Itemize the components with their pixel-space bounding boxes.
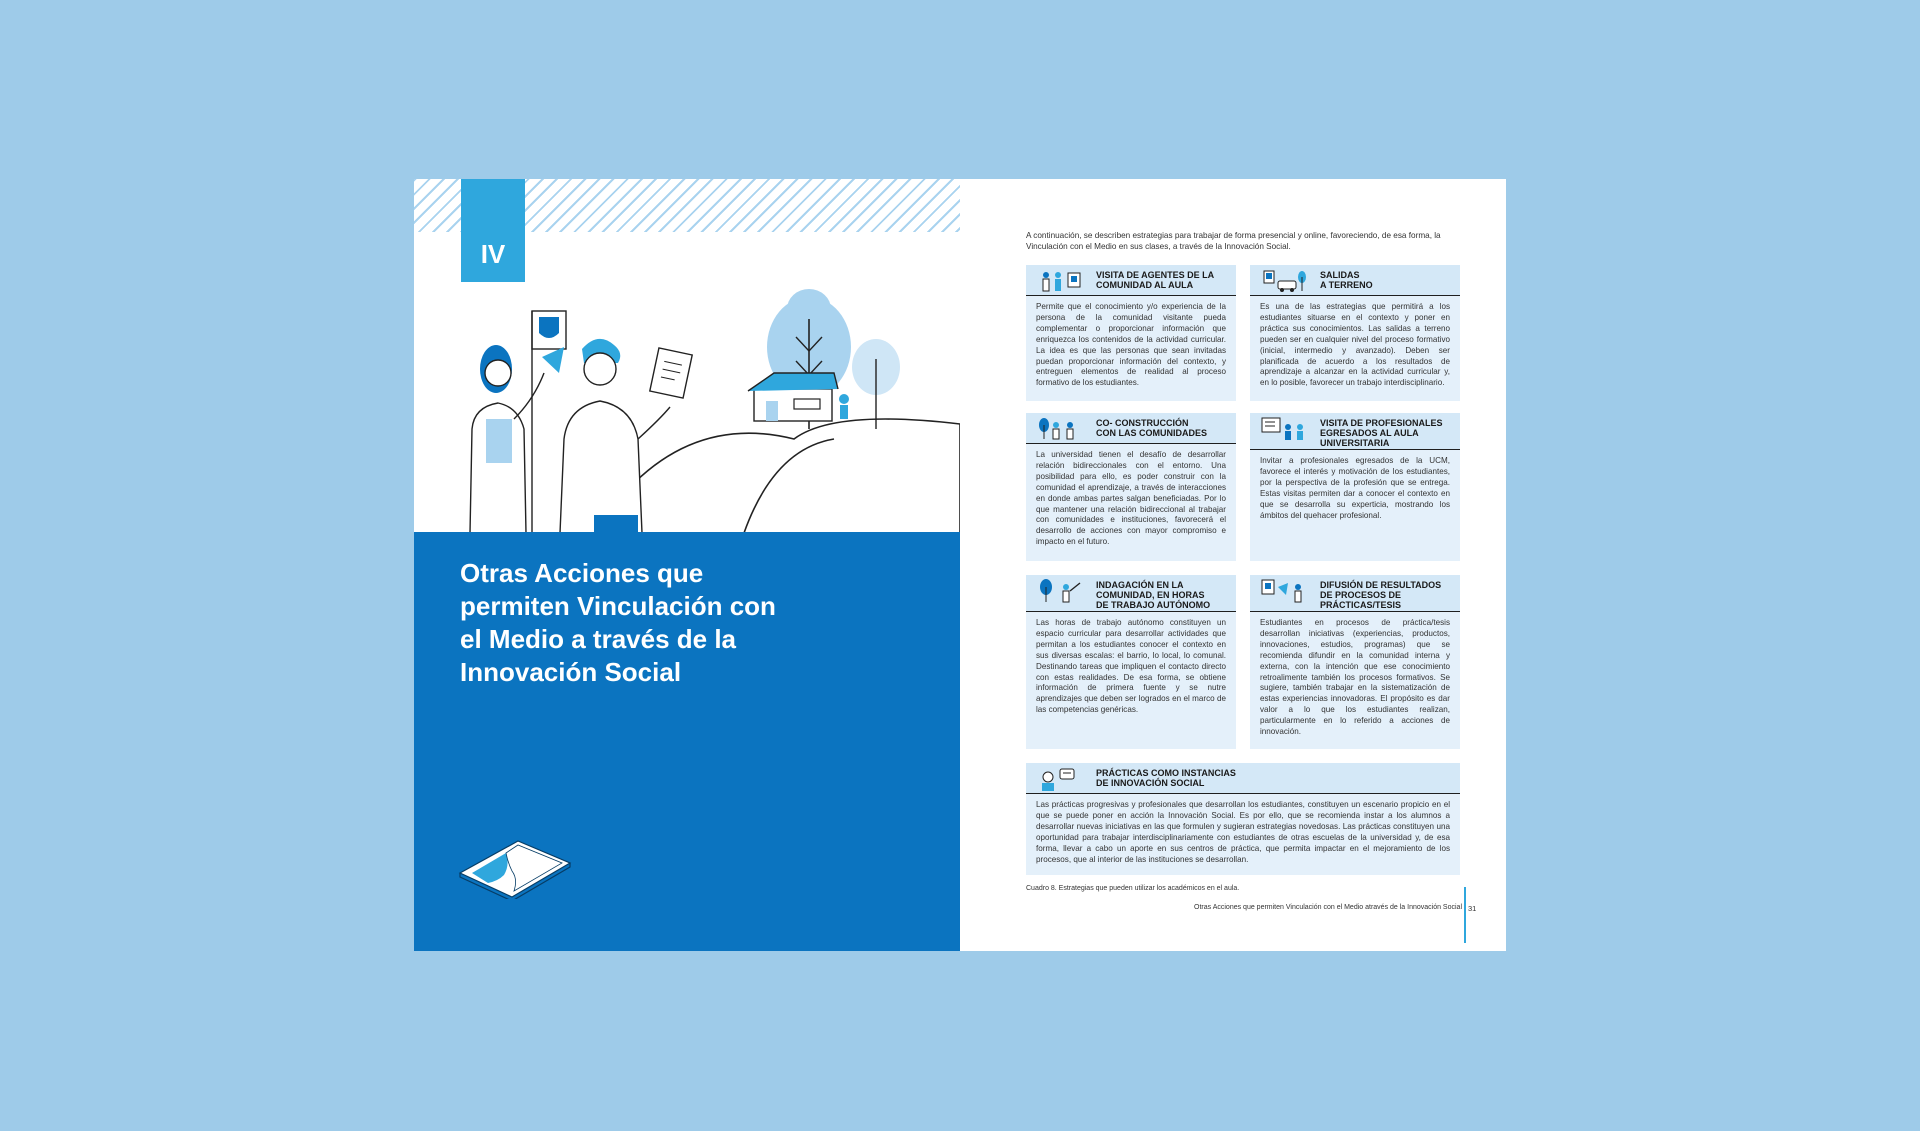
card-title-line: DE TRABAJO AUTÓNOMO xyxy=(1096,600,1211,610)
chapter-number: IV xyxy=(480,239,506,269)
title-line-2: permiten Vinculación con xyxy=(460,591,776,621)
card-body: La universidad tienen el desafío de desarrollar relación bidireccionales con el entorno. Una posibilidad para ello, es poder construir con la comunidad el aprendizaje, a través de interacciones en donde ambas partes salgan beneficiadas. Por lo que mantener una relación bidireccional al trabajar con comunidades e instituciones, favorecerá el desarrollo de acciones con mayor compromiso e impacto en el futuro. xyxy=(1036,450,1226,547)
strategy-card xyxy=(1250,265,1460,401)
card-title-line: DE INNOVACIÓN SOCIAL xyxy=(1096,778,1205,788)
research-icon xyxy=(1036,579,1084,603)
card-title-line: COMUNIDAD AL AULA xyxy=(1096,280,1194,290)
strategy-card xyxy=(1026,575,1236,749)
table-caption: Cuadro 8. Estrategias que pueden utilizar los académicos en el aula. xyxy=(1026,885,1240,892)
card-title-line: VISITA DE AGENTES DE LA xyxy=(1096,270,1215,280)
card-body: Las prácticas progresivas y profesionales que desarrollan los estudiantes, constituyen un escenario propicio en el que se puede poner en acción la Innovación Social. Es por ello, que se recomienda instar a los alumnos a desarrollar nuevas iniciativas en las que formulen y sugieran estrategias novedosas. Las prácticas constituyen una oportunidad para trabajar interdisciplinariamente con estudiantes de otras escuelas de la universidad y, de esa forma, llevar a cabo un aporte en sus centros de práctica, que permita impactar en el mejoramiento de los procesos, que al interior de las instituciones se desarrollan. xyxy=(1036,800,1450,864)
page-number: 31 xyxy=(1468,904,1477,913)
card-title-line: CON LAS COMUNIDADES xyxy=(1096,428,1208,438)
page-marker-bar xyxy=(1464,887,1466,943)
title-line-3: el Medio a través de la xyxy=(460,624,737,654)
card-body: Estudiantes en procesos de práctica/tesis desarrollan iniciativas (experiencias, productos, innovaciones, estudios, programas) que se recomienda difundir en la comunidad interna y externa, con la intención que ese conocimiento retroalimente también los procesos formativos. Se sugiere, también trabajar en la sistematización de estas experiencias innovadoras. El propósito es dar valor a lo que los estudiantes realizan, particularmente en lo referido a acciones de innovación. xyxy=(1260,618,1450,737)
strategy-card xyxy=(1250,413,1460,561)
card-header xyxy=(1250,575,1460,612)
dissemination-icon xyxy=(1260,579,1308,603)
card-header xyxy=(1026,413,1236,444)
left-page xyxy=(414,179,960,951)
card-title-line: DE PROCESOS DE xyxy=(1320,590,1402,600)
card-title-line: A TERRENO xyxy=(1320,280,1373,290)
card-header xyxy=(1026,265,1236,296)
card-title-line: UNIVERSITARIA xyxy=(1320,438,1390,448)
intro-paragraph: A continuación, se describen estrategias para trabajar de forma presencial y online, favoreciendo, de esa forma, la Vinculación con el Medio en sus clases, a través de la Innovación Social. xyxy=(1026,231,1441,251)
card-body: Las horas de trabajo autónomo constituyen un espacio curricular para desarrollar actividades que permitan a los estudiantes conocer el contexto en sus diversas escalas: el barrio, lo local, lo comunal. Destinando tareas que impliquen el contacto directo con estas realidades. De esa forma, se obtiene información de primera fuente y se nutre aprendizajes que deben ser logrados en el marco de las competencias genéricas. xyxy=(1036,618,1226,715)
card-header xyxy=(1250,413,1460,450)
chapter-badge xyxy=(461,179,525,282)
card-body: Invitar a profesionales egresados de la UCM, favorece el interés y motivación de los estudiantes, por la perspectiva de la profesión que se entrega. Estas visitas permiten dar a conocer el contexto en que se desarrolla su experticia, mostrando los ámbitos del quehacer profesional. xyxy=(1260,456,1450,520)
running-footer: Otras Acciones que permiten Vinculación con el Medio através de la Innovación Social xyxy=(1194,904,1462,911)
strategy-card xyxy=(1026,763,1460,875)
co-construction-icon xyxy=(1036,417,1084,441)
card-title xyxy=(1320,270,1454,290)
alumni-visit-icon xyxy=(1260,417,1308,441)
card-title xyxy=(1320,418,1454,448)
card-title xyxy=(1096,768,1454,788)
card-title-line: PRÁCTICAS/TESIS xyxy=(1320,600,1402,610)
hero-illustration xyxy=(414,289,960,533)
card-title xyxy=(1096,418,1230,438)
right-page xyxy=(960,179,1506,951)
card-title xyxy=(1096,270,1230,290)
map-icon xyxy=(458,839,572,899)
card-title-line: PRÁCTICAS COMO INSTANCIAS xyxy=(1096,768,1236,778)
strategy-card xyxy=(1026,413,1236,561)
card-body: Permite que el conocimiento y/o experiencia de la persona de la comunidad visitante pueda complementar o proporcionar información que enriquezca los contenidos de la actividad curricular. La idea es que las personas que sean invitadas puedan proporcionar información del contexto, y entreguen elementos de realidad al proceso formativo de los estudiantes. xyxy=(1036,302,1226,388)
card-header xyxy=(1026,575,1236,612)
card-title-line: CO- CONSTRUCCIÓN xyxy=(1096,418,1189,428)
card-body: Es una de las estrategias que permitirá a los estudiantes situarse en el contexto y poner en práctica sus conocimientos. Las salidas a terreno pueden ser en cualquier nivel del proceso formativo (inicial, intermedio y avanzado). Deben ser planificada de acuerdo a los resultados de aprendizaje a alcanzar en la actividad curricular y, en lo posible, favorecer un trabajo interdisciplinario. xyxy=(1260,302,1450,388)
book-spread xyxy=(414,179,1506,951)
card-title-line: DIFUSIÓN DE RESULTADOS xyxy=(1320,580,1442,590)
title-line-4: Innovación Social xyxy=(460,657,682,687)
strategy-card xyxy=(1250,575,1460,749)
card-title xyxy=(1320,580,1454,610)
card-title xyxy=(1096,580,1230,610)
card-title-line: INDAGACIÓN EN LA xyxy=(1096,580,1184,590)
title-line-1: Otras Acciones que xyxy=(460,558,704,588)
card-header xyxy=(1250,265,1460,296)
card-title-line: EGRESADOS AL AULA xyxy=(1320,428,1419,438)
people-visit-icon xyxy=(1036,269,1084,293)
chapter-title xyxy=(460,557,880,689)
card-header xyxy=(1026,763,1460,794)
card-title-line: COMUNIDAD, EN HORAS xyxy=(1096,590,1205,600)
field-trip-icon xyxy=(1260,269,1308,293)
strategy-card xyxy=(1026,265,1236,401)
card-title-line: SALIDAS xyxy=(1320,270,1360,280)
practice-icon xyxy=(1036,767,1084,791)
card-title-line: VISITA DE PROFESIONALES xyxy=(1320,418,1443,428)
